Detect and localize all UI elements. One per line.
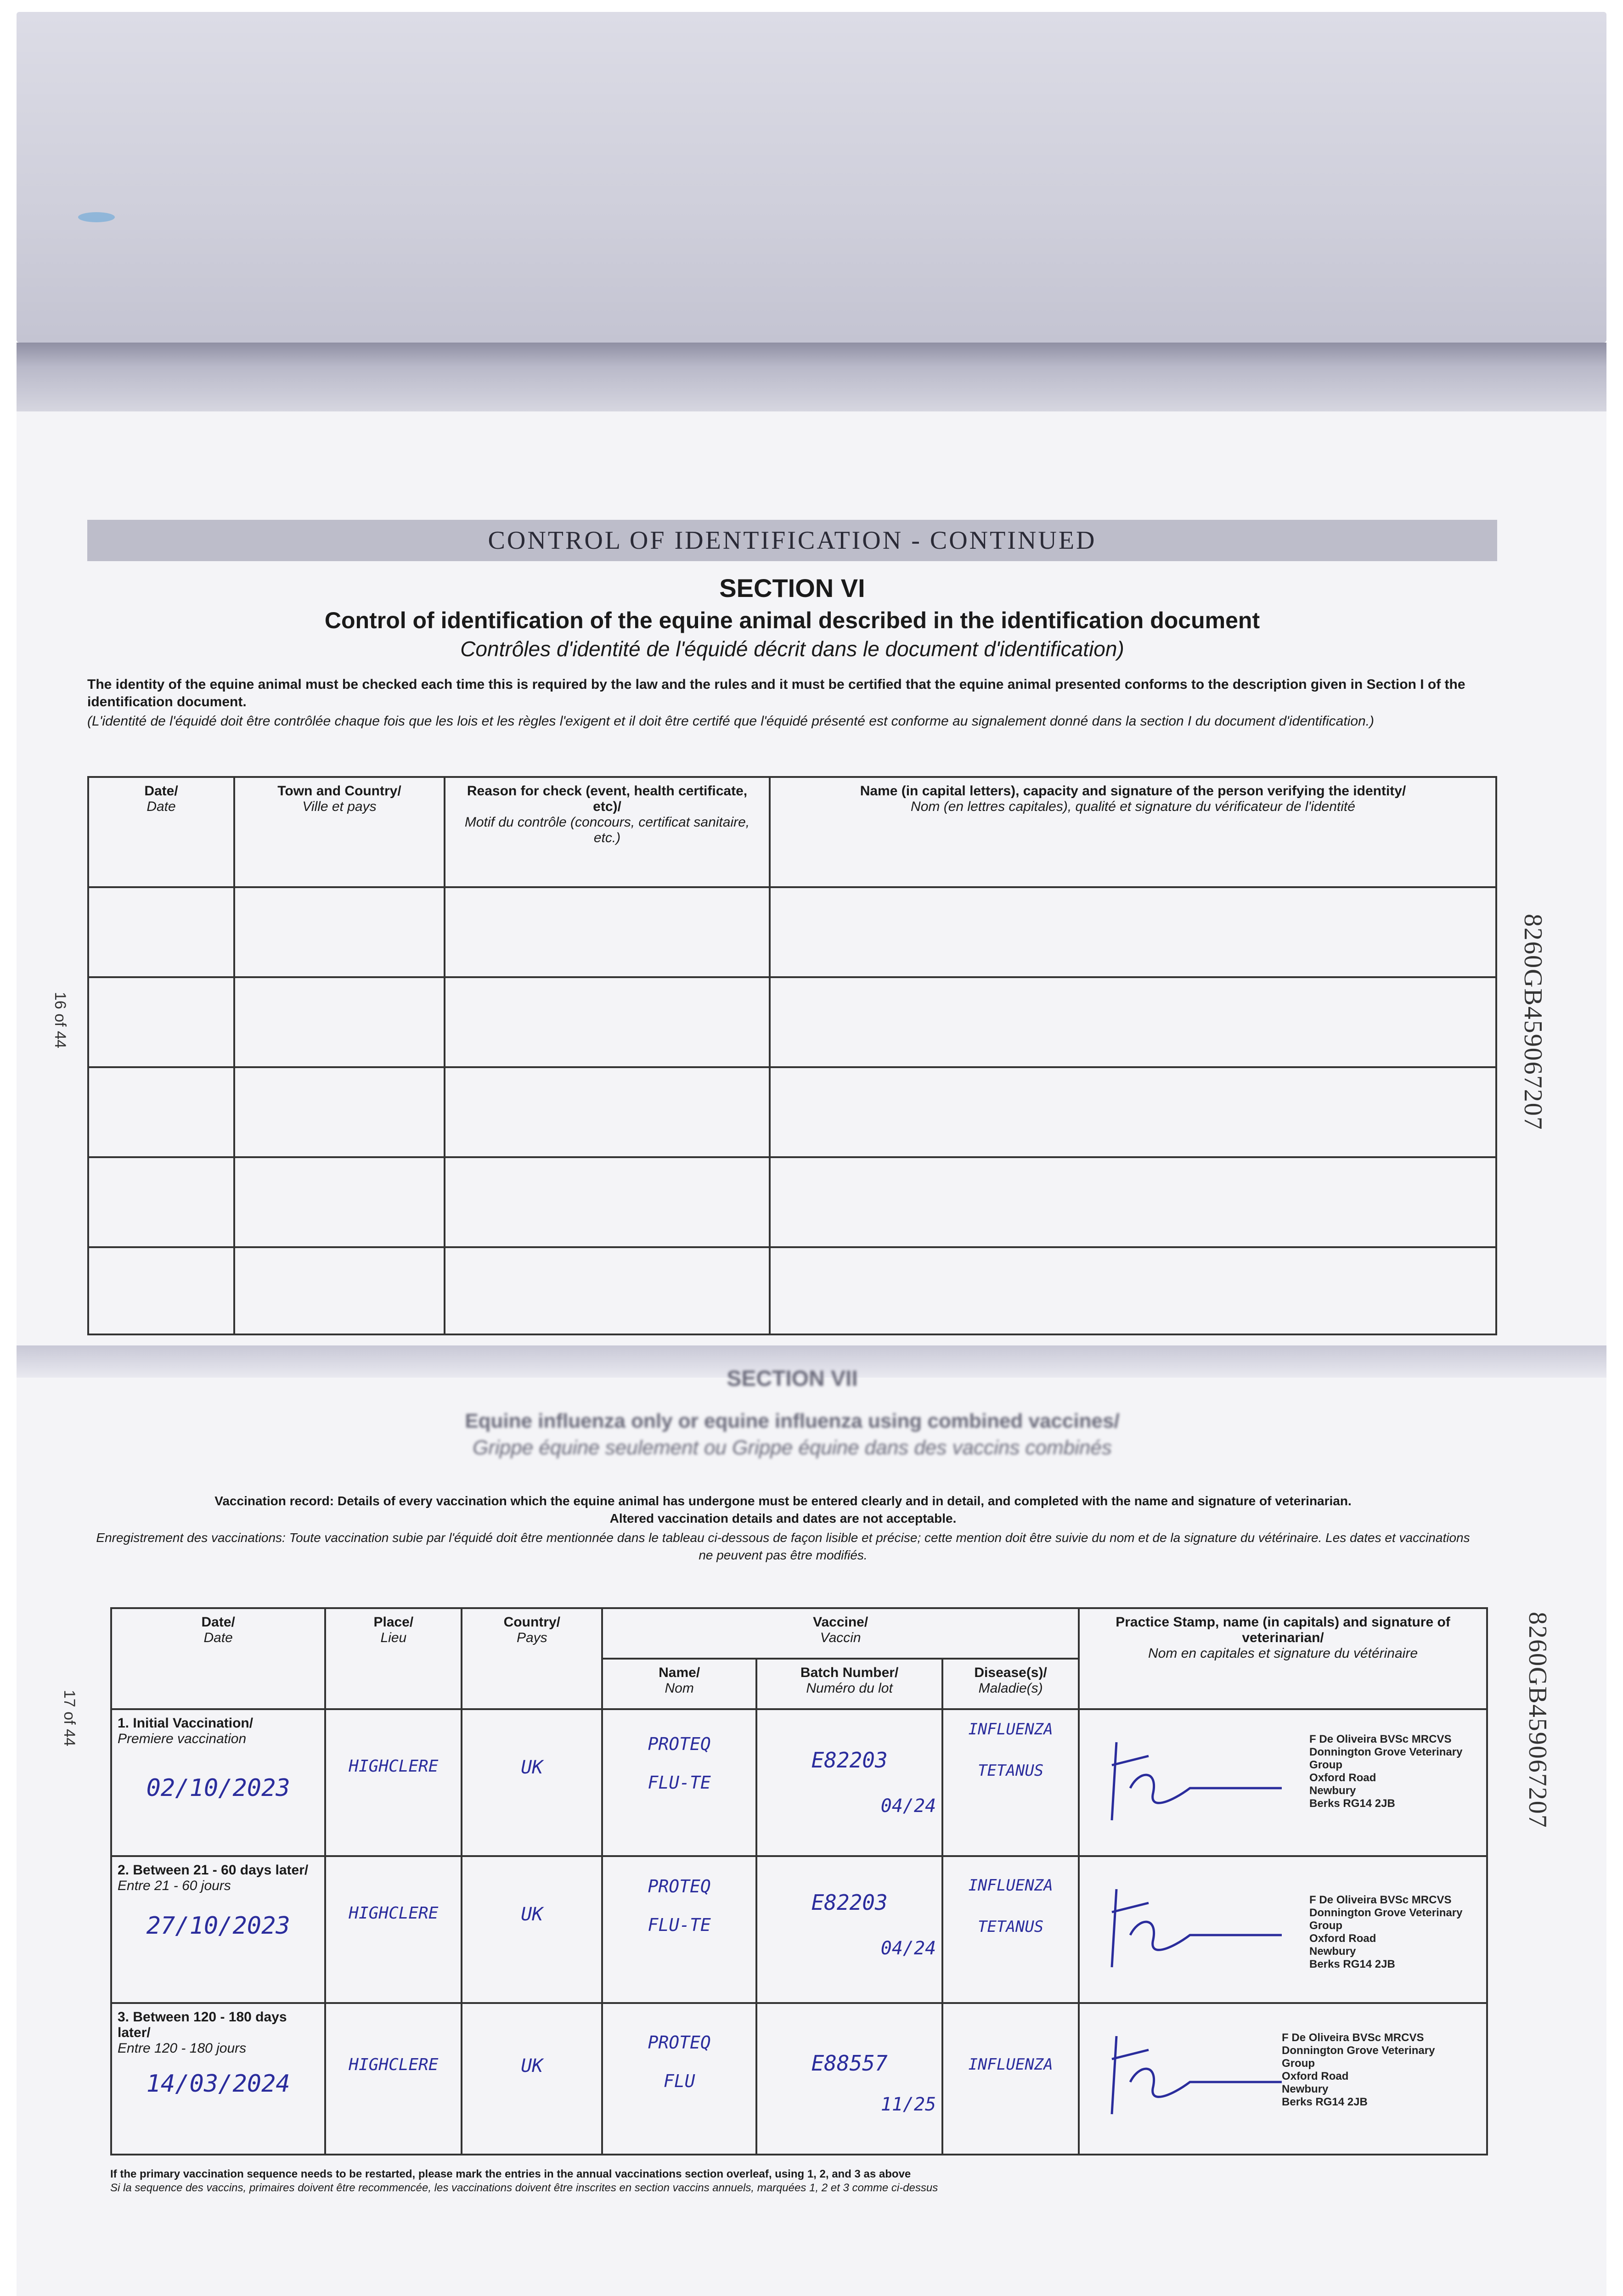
vaccination-row-3 <box>111 2003 1487 2155</box>
row2-expiry: 04/24 <box>880 1938 936 1959</box>
document-id-lower: 8260GB459067207 <box>1523 1612 1552 1829</box>
col-vacc-name: Name/ Nom <box>602 1659 756 1709</box>
vaccination-row-2 <box>111 1856 1487 2003</box>
row2-disease-cell <box>942 1856 1079 2003</box>
row2-country-cell <box>462 1856 602 2003</box>
section7-title: Equine influenza only or equine influenza using combined vaccines/ <box>465 1410 1120 1432</box>
vaccination-table <box>110 1607 1488 2155</box>
passport-cover <box>17 12 1606 343</box>
vet-stamp-3: F De Oliveira BVSc MRCVS Donnington Grove Veterinary Group Oxford Road Newbury Berks RG14 2JB <box>1282 2032 1435 2108</box>
row1-date-cell: 1. Initial Vaccination/ Premiere vaccination 02/10/2023 <box>111 1709 325 1856</box>
vet-stamp-2: F De Oliveira BVSc MRCVS Donnington Grove Veterinary Group Oxford Road Newbury Berks RG14 2JB <box>1309 1894 1463 1970</box>
section7-title-fr: Grippe équine seulement ou Grippe équine dans des vaccins combinés <box>473 1436 1112 1459</box>
page-number-17: 17 of 44 <box>61 1690 78 1746</box>
row1-disease-cell <box>942 1709 1079 1856</box>
footnote: If the primary vaccination sequence needs to be restarted, please mark the entries in the annual vaccinations section overleaf, using 1, 2, and 3 as above Si la sequence des vaccins, primaires doivent être recommencée, les vaccinations doivent être inscrites en section vaccins annuels, marquées 1, 2 et 3 comme ci-dessus <box>110 2168 938 2194</box>
table-row <box>88 977 1496 1067</box>
row2-date: 27/10/2023 <box>146 1912 290 1940</box>
row3-name1: PROTEQ <box>648 2032 711 2053</box>
row3-place-cell <box>325 2003 462 2155</box>
row1-date: 02/10/2023 <box>146 1774 290 1802</box>
section6-intro-fr: (L'identité de l'équidé doit être contrôlée chaque fois que les lois et les règles l'exigent et il doit être certifé que l'équidé présenté est conforme au signalement donné dans la section I du document d'identification.) <box>87 714 1375 729</box>
col-batch: Batch Number/ Numéro du lot <box>756 1659 942 1709</box>
section6-title-fr: Contrôles d'identité de l'équidé décrit dans le document d'identification) <box>460 637 1124 661</box>
row2-batch-cell <box>756 1856 942 2003</box>
col-date: Date/ Date <box>88 777 234 887</box>
col-verifier: Name (in capital letters), capacity and signature of the person verifying the identity/ Nom (en lettres capitales), qualité et signature du vérificateur de l'identité <box>770 777 1496 887</box>
row2-stamp-cell <box>1079 1856 1487 2003</box>
section7-intro: Vaccination record: Details of every vaccination which the equine animal has undergone must be entered clearly and in detail, and completed with the name and signature of veterinarian. Altered vaccination details and dates are not acceptable. <box>214 1494 1352 1525</box>
row2-name2: FLU-TE <box>648 1915 711 1935</box>
row2-country: UK <box>521 1904 543 1925</box>
row2-batch: E82203 <box>811 1890 888 1915</box>
section6-intro: The identity of the equine animal must be checked each time this is required by the law and the rules and it must be certified that the equine animal presented conforms to the description given in Section I of the identification document. <box>87 677 1465 709</box>
identity-check-table <box>87 776 1497 1335</box>
row3-place: HIGHCLERE <box>349 2055 439 2074</box>
row1-country: UK <box>521 1757 543 1778</box>
row1-name-cell <box>602 1709 756 1856</box>
page-number-16: 16 of 44 <box>51 992 69 1048</box>
vet-signature-3 <box>1098 2027 1291 2119</box>
section7-intro-fr: Enregistrement des vaccinations: Toute vaccination subie par l'équidé doit être mentionnée dans le tableau ci-dessous de façon lisible et précise; cette mention doit être suivie du nom et de la signature du vétérinaire. Les dates et vaccinations ne peuvent pas être modifiés. <box>96 1531 1470 1562</box>
col-place: Place/ Lieu <box>325 1608 462 1709</box>
row3-batch: E88557 <box>811 2051 888 2076</box>
row1-expiry: 04/24 <box>880 1795 936 1817</box>
row3-name2: FLU <box>663 2071 695 2091</box>
row1-name2: FLU-TE <box>648 1773 711 1793</box>
row1-batch-cell <box>756 1709 942 1856</box>
document-id-upper: 8260GB459067207 <box>1519 914 1547 1131</box>
row2-disease1: INFLUENZA <box>968 1876 1053 1895</box>
vaccination-row-1 <box>111 1709 1487 1856</box>
row3-disease1: INFLUENZA <box>968 2055 1053 2074</box>
ink-smudge <box>78 212 115 222</box>
table-row <box>88 1067 1496 1157</box>
section7-heading: SECTION VII <box>727 1367 858 1391</box>
row1-disease1: INFLUENZA <box>968 1720 1053 1739</box>
row3-disease-cell <box>942 2003 1079 2155</box>
row3-batch-cell <box>756 2003 942 2155</box>
row2-date-cell: 2. Between 21 - 60 days later/ Entre 21 - 60 jours 27/10/2023 <box>111 1856 325 2003</box>
section6-heading: SECTION VI <box>719 574 865 602</box>
col-disease: Disease(s)/ Maladie(s) <box>942 1659 1079 1709</box>
cover-fold-shadow <box>17 343 1606 411</box>
col-reason: Reason for check (event, health certificate, etc)/ Motif du contrôle (concours, certificat sanitaire, etc.) <box>445 777 770 887</box>
row2-name-cell <box>602 1856 756 2003</box>
col-vaccine: Vaccine/ Vaccin <box>602 1608 1079 1659</box>
row3-stamp-cell <box>1079 2003 1487 2155</box>
row1-country-cell <box>462 1709 602 1856</box>
section-banner: CONTROL OF IDENTIFICATION - CONTINUED <box>87 520 1497 561</box>
col-practice-stamp: Practice Stamp, name (in capitals) and signature of veterinarian/ Nom en capitales et signature du vétérinaire <box>1079 1608 1487 1709</box>
vet-stamp-1: F De Oliveira BVSc MRCVS Donnington Grove Veterinary Group Oxford Road Newbury Berks RG14 2JB <box>1309 1733 1463 1810</box>
section6-title: Control of identification of the equine animal described in the identification document <box>324 608 1260 633</box>
row1-name1: PROTEQ <box>648 1734 711 1754</box>
vet-signature-2 <box>1098 1880 1291 1972</box>
row3-expiry: 11/25 <box>880 2094 936 2115</box>
row3-country: UK <box>521 2055 543 2077</box>
table-row <box>88 887 1496 977</box>
table-row <box>88 1157 1496 1247</box>
row1-place: HIGHCLERE <box>349 1757 439 1776</box>
row2-place: HIGHCLERE <box>349 1904 439 1923</box>
col-country: Country/ Pays <box>462 1608 602 1709</box>
row2-place-cell <box>325 1856 462 2003</box>
row1-disease2: TETANUS <box>977 1761 1044 1780</box>
col-town: Town and Country/ Ville et pays <box>234 777 445 887</box>
col-vacc-date: Date/ Date <box>111 1608 325 1709</box>
row3-name-cell <box>602 2003 756 2155</box>
row3-date-cell: 3. Between 120 - 180 days later/ Entre 120 - 180 jours 14/03/2024 <box>111 2003 325 2155</box>
row2-name1: PROTEQ <box>648 1876 711 1896</box>
row1-stamp-cell <box>1079 1709 1487 1856</box>
row2-disease2: TETANUS <box>977 1918 1044 1936</box>
row1-place-cell <box>325 1709 462 1856</box>
row1-batch: E82203 <box>811 1748 888 1773</box>
vet-signature-1 <box>1098 1733 1291 1825</box>
table-row <box>88 1247 1496 1334</box>
row3-date: 14/03/2024 <box>146 2070 290 2098</box>
row3-country-cell <box>462 2003 602 2155</box>
